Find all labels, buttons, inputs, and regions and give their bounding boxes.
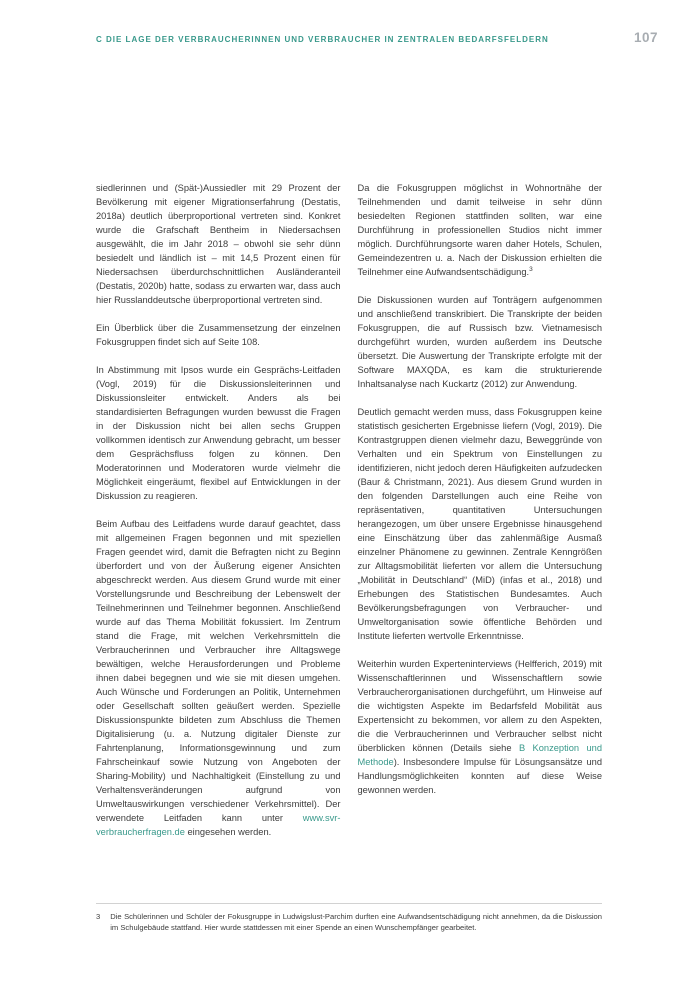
footnote-ref-3: 3 — [529, 265, 533, 273]
paragraph-text: Beim Aufbau des Leitfadens wurde darauf geachtet, dass mit allgemeinen Fragen begonnen und mit speziellen Fragen geendet wird, damit die Befragten nicht zu Beginn überfordert und von der Äußerung eigener Ansichten abgeschreckt werden. Aus diesem Grund wurde mit einer Vorstellungsrunde und Beschreibung der Lebenswelt der Teilnehmerinnen und Teilnehmer begonnen. Anschließend wurde auf das Thema Mobilität fokussiert. Im Zentrum stand die Frage, mit welchen Verkehrsmitteln die Verbraucherinnen und Verbraucher ihre Alltagswege bewältigen, welche Herausforderungen und Probleme ihnen dabei begegnen und wie sie mit diesen umgehen. Auch Wünsche und Forderungen an Politik, Unternehmen oder Gesellschaft sollten geäußert werden. Spezielle Diskussionspunkte bildeten zum Abschluss die Themen Digitalisierung (u. a. Nutzung digitaler Dienste zur Fahrtenplanung, Informationsgewinnung und zum Fahrscheinkauf sowie Nutzung von Angeboten der Sharing-Mobility) und Nachhaltigkeit (Einstellung zu und Verhaltensveränderungen aufgrund von Umweltauswirkungen verschiedener Verkehrsmittel). Der verwendete Leitfaden kann unter — [96, 519, 341, 823]
running-header: C DIE LAGE DER VERBRAUCHERINNEN UND VERBRAUCHER IN ZENTRALEN BEDARFSFELDERN — [96, 35, 549, 44]
body-columns — [96, 181, 602, 839]
footnote — [96, 911, 602, 933]
chapter-b-reference-link[interactable]: B Konzeption und Methode — [357, 743, 602, 767]
paragraph: In Abstimmung mit Ipsos wurde ein Gesprächs-Leitfaden (Vogl, 2019) für die Diskussionsleiterinnen und Diskussionsleiter entwickelt. Anders als bei standardisierten Befragungen wurden bewusst die Fragen in der Diskussion nicht bei allen sechs Gruppen vollkommen identisch zur Anwendung gebracht, um besser dem Gesprächsfluss folgen zu können. Den Moderatorinnen und Moderatoren wurde vielmehr die Möglichkeit eingeräumt, flexibel auf Entwicklungen in der Diskussion zu reagieren. — [96, 365, 341, 501]
paragraph: Die Diskussionen wurden auf Tonträgern aufgenommen und anschließend transkribiert. Die Transkripte der beiden Fokusgruppen, die auf Russisch bzw. Vietnamesisch durchgeführt wurden, wurden außerdem ins Deutsche übersetzt. Die Auswertung der Transkripte erfolgte mit der Software MAXQDA, es kam die strukturierende Inhaltsanalyse nach Kuckartz (2012) zur Anwendung. — [357, 295, 602, 389]
footnote-number: 3 — [96, 912, 101, 921]
paragraph-text: ). Insbesondere Impulse für Lösungsansätze und Handlungsmöglichkeiten konnten auf diese Weise gewonnen werden. — [357, 757, 602, 795]
left-column — [96, 181, 341, 839]
footnote-divider — [96, 903, 602, 904]
svr-verbraucherfragen-link[interactable]: www.svr-verbraucherfragen.de — [96, 813, 341, 837]
right-column — [358, 181, 603, 839]
paragraph: Deutlich gemacht werden muss, dass Fokusgruppen keine statistisch gesicherten Ergebnisse liefern (Vogl, 2019). Die Kontrastgruppen dienen vielmehr dazu, Beweggründe von Verhalten und ein Spektrum von Einstellungen zu identifizieren, nicht jedoch deren Häufigkeiten aufzudecken (Baur & Christmann, 2021). Aus diesem Grund wurden in den folgenden Darstellungen auch eine Reihe von repräsentativen, quantitativen Untersuchungen herangezogen, um über unsere Ergebnisse hinausgehend eine Einschätzung über das zahlenmäßige Ausmaß einzelner Phänomene zu gewinnen. Zentrale Kenngrößen zur Alltagsmobilität lieferten vor allem die Untersuchung „Mobilität in Deutschland“ (MiD) (infas et al., 2018) und Erhebungen des Statistischen Bundesamtes. Auch Bevölkerungsbefragungen von Verbraucher- und Umweltorganisation sowie öffentliche Behörden und Institute lieferten wertvolle Erkenntnisse. — [357, 407, 602, 641]
paragraph — [96, 517, 341, 839]
page-number: 107 — [633, 30, 658, 45]
paragraph — [358, 181, 603, 279]
paragraph-text: Weiterhin wurden Experteninterviews (Helfferich, 2019) mit Wissenschaftlerinnen und Wissenschaftlern sowie Verbraucherorganisationen durchgeführt, um Hinweise auf die wichtigsten Aspekte im Bedarfsfeld Mobilität aus Expertensicht zu bekommen, vor allem zu den Aspekten, die die Verbraucherinnen und Verbraucher selbst nicht überblicken können (Details siehe — [357, 659, 602, 753]
paragraph-text: Da die Fokusgruppen möglichst in Wohnortnähe der Teilnehmenden und damit teilweise in sehr dünn besiedelten Regionen stattfinden sollten, war eine Durchführung in professionellen Studios nicht immer möglich. Durchführungsorte waren daher Hotels, Schulen, Gemeindezentren u. a. Nach der Diskussion erhielten die Teilnehmer eine Aufwandsentschädigung. — [357, 183, 602, 277]
paragraph-text: eingesehen werden. — [184, 827, 272, 837]
footnote-text: Die Schülerinnen und Schüler der Fokusgruppe in Ludwigslust-Parchim durften eine Aufwandsentschädigung nicht annehmen, da die Diskussion im Schulgebäude stattfand. Hier wurde stattdessen mit einer Spende an einen Wunschempfänger gearbeitet. — [110, 912, 602, 932]
paragraph: Ein Überblick über die Zusammensetzung der einzelnen Fokusgruppen findet sich auf Seite 108. — [96, 323, 341, 347]
page-header — [96, 30, 658, 45]
paragraph — [358, 657, 603, 797]
paragraph: siedlerinnen und (Spät-)Aussiedler mit 29 Prozent der Bevölkerung mit eigener Migrationserfahrung (Destatis, 2018a) deutlich überproportional vertreten sind. Konkret wurde die Grafschaft Bentheim in Niedersachsen ausgewählt, die im Jahr 2018 – obwohl sie sehr dünn besiedelt und ländlich ist – mit 14,5 Prozent einen für Niedersachsen überdurchschnittlichen Ausländeranteil (Destatis, 2020b) hatte, sodass zu erwarten war, dass auch hier Russlanddeutsche überproportional vertreten sind. — [96, 183, 341, 305]
footnote-area — [96, 903, 602, 933]
